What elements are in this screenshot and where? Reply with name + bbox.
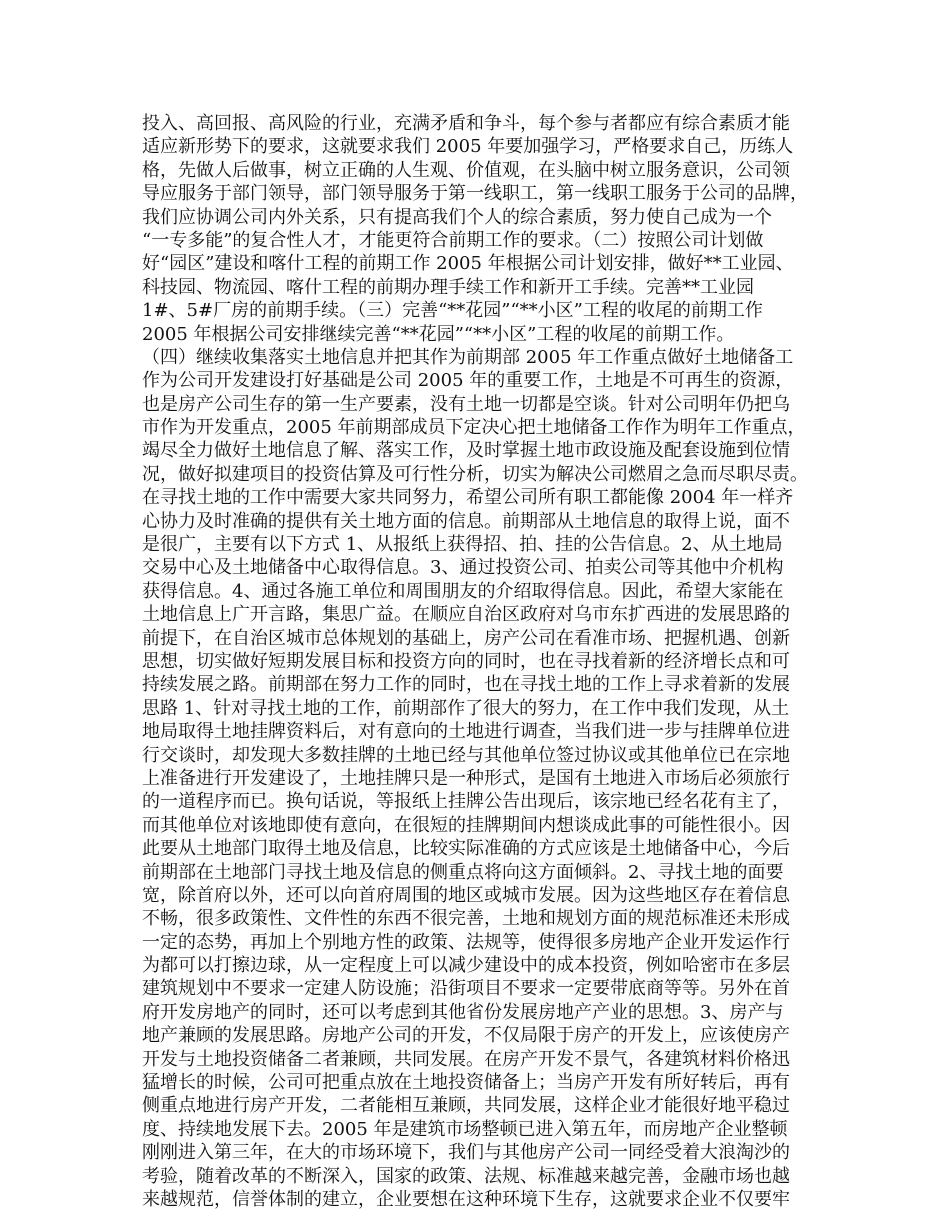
text-line: 考验，随着改革的不断深入，国家的政策、法规、标准越来越完善，金融市场也越	[142, 1165, 790, 1187]
text-line: 上准备进行开发建设了，土地挂牌只是一种形式，是国有土地进入市场后必须旅行	[142, 767, 790, 789]
text-line: 前提下，在自治区城市总体规划的基础上，房产公司在看准市场、把握机遇、创新	[142, 627, 790, 649]
text-line: 猛增长的时候，公司可把重点放在土地投资储备上；当房产开发有所好转后，再有	[142, 1072, 790, 1094]
text-line: 府开发房地产的同时，还可以考虑到其他省份发展房地产产业的思想。3、房产与	[142, 1001, 784, 1023]
text-line: 我们应协调公司内外关系，只有提高我们个人的综合素质，努力使自己成为一个	[142, 206, 772, 228]
text-line: 市作为开发重点，2005 年前期部成员下定决心把土地储备工作作为明年工作重点，	[142, 417, 806, 439]
text-line: 也是房产公司生存的第一生产要素，没有土地一切都是空谈。针对公司明年仍把乌	[142, 393, 790, 415]
text-line: 心协力及时准确的提供有关土地方面的信息。前期部从土地信息的取得上说，面不	[142, 510, 790, 532]
text-line: 前期部在土地部门寻找土地及信息的侧重点将向这方面倾斜。2、寻找土地的面要	[142, 861, 784, 883]
text-line: 为都可以打擦边球，从一定程度上可以减少建设中的成本投资，例如哈密市在多层	[142, 955, 790, 977]
text-line: 度、持续地发展下去。2005 年是建筑市场整顿已进入第五年，而房地产企业整顿	[142, 1118, 788, 1140]
text-line: 建筑规划中不要求一定建人防设施；沿街项目不要求一定要带底商等等。另外在首	[142, 978, 790, 1000]
text-line: 好“园区”建设和喀什工程的前期工作 2005 年根据公司计划安排，做好**工业园、	[142, 253, 794, 275]
text-line: 的一道程序而已。换句话说，等报纸上挂牌公告出现后，该宗地已经名花有主了，	[142, 791, 790, 813]
text-line: 行交谈时，却发现大多数挂牌的土地已经与其他单位签过协议或其他单位已在宗地	[142, 744, 790, 766]
text-line: 地局取得土地挂牌资料后，对有意向的土地进行调查，当我们进一步与挂牌单位进	[142, 721, 790, 743]
text-line: 来越规范，信誉体制的建立，企业要想在这种环境下生存，这就要求企业不仅要牢	[142, 1188, 790, 1210]
text-line: 宽，除首府以外，还可以向首府周围的地区或城市发展。因为这些地区存在着信息	[142, 884, 790, 906]
text-line: 在寻找土地的工作中需要大家共同努力，希望公司所有职工都能像 2004 年一样齐	[142, 487, 794, 509]
text-line: 侧重点地进行房产开发，二者能相互兼顾，共同发展，这样企业才能很好地平稳过	[142, 1095, 790, 1117]
text-line: 地产兼顾的发展思路。房地产公司的开发，不仅局限于房产的开发上，应该使房产	[142, 1025, 790, 1047]
text-line: 交易中心及土地储备中心取得信息。3、通过投资公司、拍卖公司等其他中介机构	[142, 557, 784, 579]
text-line: 适应新形势下的要求，这就要求我们 2005 年要加强学习，严格要求自己，历练人	[142, 136, 794, 158]
text-line: 是很广，主要有以下方式 1、从报纸上获得招、拍、挂的公告信息。2、从土地局	[142, 534, 783, 556]
text-line: 思路 1、针对寻找土地的工作，前期部作了很大的努力，在工作中我们发现，从土	[142, 697, 790, 719]
document-body	[142, 112, 822, 1211]
text-line: 格，先做人后做事，树立正确的人生观、价值观，在头脑中树立服务意识，公司领	[142, 159, 790, 181]
text-line: （四）继续收集落实土地信息并把其作为前期部 2005 年工作重点做好土地储备工	[142, 346, 794, 368]
text-line: 土地信息上广开言路，集思广益。在顺应自治区政府对乌市东扩西进的发展思路的	[142, 604, 790, 626]
text-line: 不畅，很多政策性、文件性的东西不很完善，土地和规划方面的规范标准还未形成	[142, 908, 790, 930]
text-line: 投入、高回报、高风险的行业，充满矛盾和争斗，每个参与者都应有综合素质才能	[142, 113, 790, 134]
text-line: 况，做好拟建项目的投资估算及可行性分析，切实为解决公司燃眉之急而尽职尽责。	[142, 463, 808, 485]
text-line: 竭尽全力做好土地信息了解、落实工作，及时掌握土地市政设施及配套设施到位情	[142, 440, 790, 462]
text-line: 导应服务于部门领导，部门领导服务于第一线职工，第一线职工服务于公司的品牌，	[142, 183, 808, 205]
text-line: 1#、5#厂房的前期手续。（三）完善“**花园”“**小区”工程的收尾的前期工作	[142, 300, 763, 322]
text-line: 思想，切实做好短期发展目标和投资方向的同时，也在寻找着新的经济增长点和可	[142, 650, 790, 672]
text-line: 此要从土地部门取得土地及信息，比较实际准确的方式应该是土地储备中心，今后	[142, 838, 790, 860]
text-line: 作为公司开发建设打好基础是公司 2005 年的重要工作，土地是不可再生的资源，	[142, 370, 794, 392]
text-line: 而其他单位对该地即使有意向，在很短的挂牌期间内想谈成此事的可能性很小。因	[142, 814, 790, 836]
text-line: 获得信息。4、通过各施工单位和周围朋友的介绍取得信息。因此，希望大家能在	[142, 580, 784, 602]
text-line: 2005 年根据公司安排继续完善“**花园”“**小区”工程的收尾的前期工作。	[142, 323, 735, 345]
text-line: 刚刚进入第三年，在大的市场环境下，我们与其他房产公司一同经受着大浪淘沙的	[142, 1142, 790, 1164]
text-line: 科技园、物流园、喀什工程的前期办理手续工作和新开工手续。完善**工业园	[142, 276, 754, 298]
text-line: 开发与土地投资储备二者兼顾，共同发展。在房产开发不景气，各建筑材料价格迅	[142, 1048, 790, 1070]
text-line: 一定的态势，再加上个别地方性的政策、法规等，使得很多房地产企业开发运作行	[142, 931, 790, 953]
text-line: “一专多能”的复合性人才，才能更符合前期工作的要求。（二）按照公司计划做	[142, 229, 764, 251]
text-line: 持续发展之路。前期部在努力工作的同时，也在寻找土地的工作上寻求着新的发展	[142, 674, 790, 696]
